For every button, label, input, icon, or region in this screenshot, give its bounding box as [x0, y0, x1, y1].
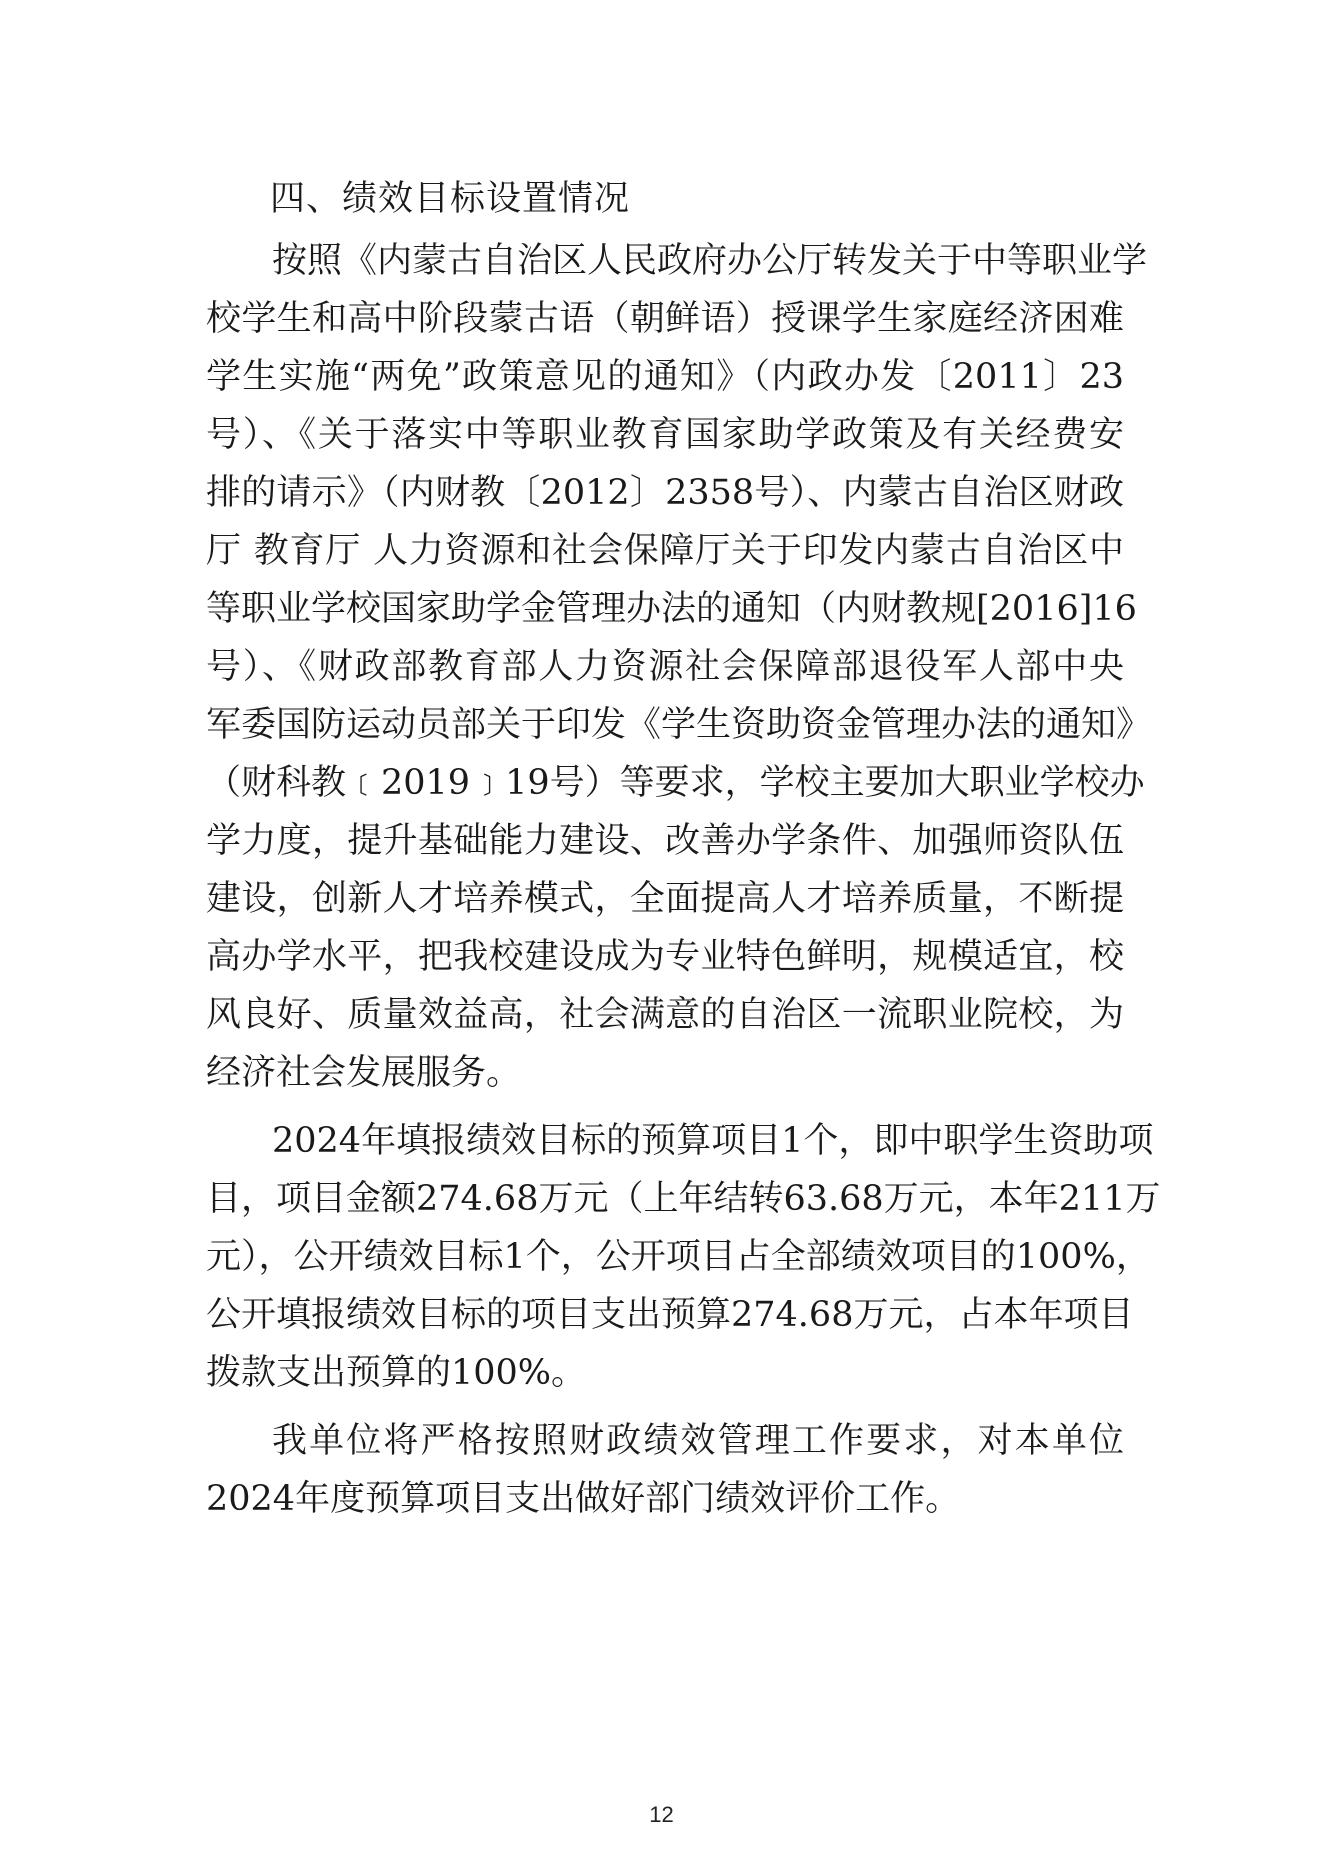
section-heading: 四、绩效目标设置情况 [270, 179, 631, 219]
paragraph-2-line: 拨款支出预算的100%。 [206, 1353, 587, 1393]
paragraph-1-line: 风良好、质量效益高，社会满意的自治区一流职业院校，为 [206, 995, 1124, 1035]
paragraph-1-line: 按照《内蒙古自治区人民政府办公厅转发关于中等职业学 [272, 241, 1148, 281]
paragraph-3-line: 2024年度预算项目支出做好部门绩效评价工作。 [206, 1479, 961, 1519]
paragraph-2-line: 目，项目金额274.68万元（上年结转63.68万元，本年211万 [206, 1179, 1161, 1219]
paragraph-1-line: 号）、《关于落实中等职业教育国家助学政策及有关经费安 [206, 415, 1124, 455]
paragraph-1-line: 校学生和高中阶段蒙古语（朝鲜语）授课学生家庭经济困难 [206, 299, 1124, 339]
paragraph-1-line: 厅 教育厅 人力资源和社会保障厅关于印发内蒙古自治区中 [206, 531, 1124, 571]
page-number: 12 [649, 1802, 674, 1827]
paragraph-2-line: 元），公开绩效目标1个，公开项目占全部绩效项目的100%， [206, 1237, 1151, 1277]
paragraph-2-line: 2024年填报绩效目标的预算项目1个，即中职学生资助项 [272, 1121, 1154, 1161]
paragraph-2-line: 公开填报绩效目标的项目支出预算274.68万元，占本年项目 [206, 1295, 1134, 1335]
paragraph-1-line: 排的请示》（内财教〔2012〕2358号）、内蒙古自治区财政 [206, 473, 1124, 513]
paragraph-1-line: 高办学水平，把我校建设成为专业特色鲜明，规模适宜，校 [206, 937, 1124, 977]
paragraph-1-line: 号）、《财政部教育部人力资源社会保障部退役军人部中央 [206, 647, 1124, 687]
paragraph-1-line: 学生实施“两免”政策意见的通知》（内政办发〔2011〕23 [206, 357, 1124, 397]
paragraph-1-line: 经济社会发展服务。 [206, 1053, 522, 1093]
paragraph-1-line: 学力度，提升基础能力建设、改善办学条件、加强师资队伍 [206, 821, 1124, 861]
paragraph-3-line: 我单位将严格按照财政绩效管理工作要求，对本单位 [272, 1421, 1124, 1461]
paragraph-1-line: 建设，创新人才培养模式，全面提高人才培养质量，不断提 [206, 879, 1124, 919]
paragraph-1-line: 军委国防运动员部关于印发《学生资助资金管理办法的通知》 [206, 705, 1152, 745]
paragraph-1-line: （财科教﹝2019﹞19号）等要求，学校主要加大职业学校办 [206, 763, 1145, 803]
paragraph-1-line: 等职业学校国家助学金管理办法的通知（内财教规[2016]16 [206, 589, 1137, 629]
